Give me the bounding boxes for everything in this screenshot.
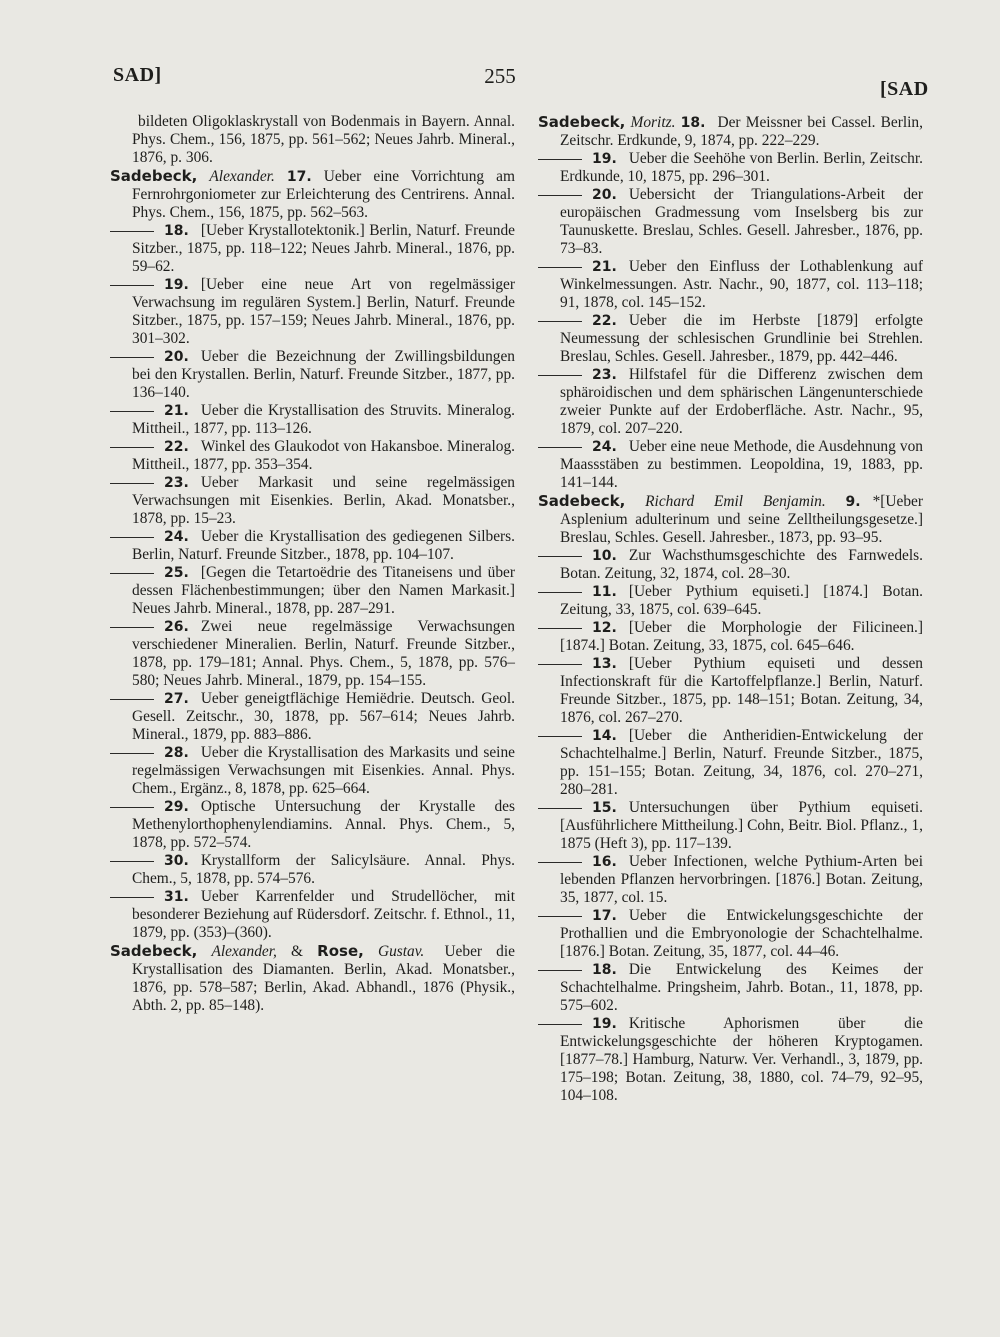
entry-title: Ueber den Einfluss der Lothablenkung auf Winkelmessungen. Astr. Nachr., 90, 1877, col. 113–118; 91, 1878, col. 145–152. <box>560 258 923 311</box>
entry-title: Untersuchungen über Pythium equiseti. [Ausführlichere Mittheilung.] Cohn, Beitr. Biol. Pflanz., 1, 1875 (Heft 3), pp. 117–139. <box>560 799 923 852</box>
ditto-dash <box>538 808 582 809</box>
entry-title: Ueber die Krystallisation des Markasits und seine regelmässigen Verwachsungen mit Eisenkies. Annal. Phys. Chem., Ergänz., 8, 1878, pp. 625–664. <box>132 744 515 797</box>
entry-number: 24. <box>164 529 189 545</box>
entry-number: 27. <box>164 691 189 707</box>
entry-number: 28. <box>164 745 189 761</box>
bibliography-entry <box>538 366 923 438</box>
right-column <box>538 113 923 1105</box>
ditto-dash <box>538 556 582 557</box>
bibliography-entry <box>110 798 515 852</box>
entry-title: Ueber Infectionen, welche Pythium-Arten bei lebenden Pflanzen hervorbringen. [1876.] Botan. Zeitung, 35, 1877, col. 15. <box>560 853 923 906</box>
entry-number: 25. <box>164 565 189 581</box>
entry-title: *[Ueber Asplenium adulterinum und seine Zelltheilungsgesetze.] Breslau, Schles. Gesell. Jahresber., 1873, pp. 93–95. <box>560 493 923 546</box>
entry-number: 16. <box>592 854 617 870</box>
entry-title: bildeten Oligoklaskrystall von Bodenmais in Bayern. Annal. Phys. Chem., 156, 1875, pp. 561–562; Neues Jahrb. Mineral., 1876, p. 306. <box>132 113 515 166</box>
ditto-dash <box>110 753 154 754</box>
bibliography-entry <box>538 186 923 258</box>
entry-number: 18. <box>164 223 189 239</box>
bibliography-entry <box>110 402 515 438</box>
ditto-dash <box>110 231 154 232</box>
entry-title: Ueber die Bezeichnung der Zwillingsbildungen bei den Krystallen. Berlin, Naturf. Freunde Sitzber., 1877, pp. 136–140. <box>132 348 515 401</box>
ditto-dash <box>538 628 582 629</box>
author-surname: Sadebeck, <box>110 167 198 185</box>
entry-title: Ueber die Entwickelungsgeschichte der Prothallien und die Embryonologie der Schachtelhalme. [1876.] Botan. Zeitung, 35, 1877, col. 44–46. <box>560 907 923 960</box>
bibliography-entry <box>538 727 923 799</box>
bibliography-entry <box>538 907 923 961</box>
entry-number: 9. <box>845 494 861 510</box>
entry-number: 18. <box>680 115 706 131</box>
ditto-dash <box>538 1024 582 1025</box>
entry-number: 19. <box>592 1016 617 1032</box>
entry-title: Ueber eine neue Methode, die Ausdehnung von Maassstäben zu bestimmen. Leopoldina, 19, 1883, pp. 141–144. <box>560 438 923 491</box>
entry-title: Ueber geneigtflächige Hemiëdrie. Deutsch. Geol. Gesell. Zeitschr., 30, 1878, pp. 567–614; Neues Jahrb. Mineral., 1879, pp. 883–886. <box>132 690 515 743</box>
entry-title: [Ueber die Morphologie der Filicineen.] [1874.] Botan. Zeitung, 33, 1875, col. 645–646. <box>560 619 923 654</box>
entry-title: Hilfstafel für die Differenz zwischen dem sphäroidischen und dem sphärischen Längenunterschiede zweier Punkte auf der Erdoberfläche. Astr. Nachr., 95, 1879, col. 207–220. <box>560 366 923 437</box>
entry-title: [Ueber Pythium equiseti und dessen Infectionskraft für die Kartoffelpflanze.] Berlin, Naturf. Freunde Sitzber., 1875, pp. 148–151; Botan. Zeitung, 34, 1876, col. 267–270. <box>560 655 923 726</box>
entry-number: 20. <box>164 349 189 365</box>
bibliography-entry <box>110 222 515 276</box>
ditto-dash <box>110 483 154 484</box>
bibliography-entry <box>538 547 923 583</box>
bibliography-entry <box>538 113 923 150</box>
bibliography-entry <box>110 276 515 348</box>
entry-title: Optische Untersuchung der Krystalle des Methenylorthophenylendiamins. Annal. Phys. Chem., 5, 1878, pp. 572–574. <box>132 798 515 851</box>
entry-number: 14. <box>592 728 617 744</box>
ditto-dash <box>110 285 154 286</box>
ditto-dash <box>538 447 582 448</box>
entry-number: 21. <box>592 259 617 275</box>
bibliography-entry <box>110 942 515 1015</box>
entry-number: 24. <box>592 439 617 455</box>
entry-number: 10. <box>592 548 617 564</box>
ditto-dash <box>110 357 154 358</box>
ditto-dash <box>538 267 582 268</box>
entry-number: 17. <box>592 908 617 924</box>
entry-title: Der Meissner bei Cassel. Berlin, Zeitschr. Erdkunde, 9, 1874, pp. 222–229. <box>560 114 923 149</box>
ditto-dash <box>110 861 154 862</box>
entry-title: [Gegen die Tetartoëdrie des Titaneisens und über dessen Flächenbestimmungen; über den Namen Markasit.] Neues Jahrb. Mineral., 1878, pp. 287–291. <box>132 564 515 617</box>
entry-title: Ueber Markasit und seine regelmässigen Verwachsungen mit Eisenkies. Berlin, Akad. Monatsber., 1878, pp. 15–23. <box>132 474 515 527</box>
running-head-right: [SAD <box>880 78 929 100</box>
entry-title: Winkel des Glaukodot von Hakansboe. Mineralog. Mittheil., 1877, pp. 353–354. <box>132 438 515 473</box>
ditto-dash <box>538 375 582 376</box>
bibliography-entry <box>538 438 923 492</box>
entry-number: 23. <box>164 475 189 491</box>
entry-number: 30. <box>164 853 189 869</box>
author-surname: Sadebeck, <box>110 942 198 960</box>
entry-title: [Ueber Pythium equiseti.] [1874.] Botan. Zeitung, 33, 1875, col. 639–645. <box>560 583 923 618</box>
ampersand: & <box>291 943 303 960</box>
bibliography-entry <box>110 474 515 528</box>
ditto-dash <box>538 970 582 971</box>
bibliography-entry <box>110 564 515 618</box>
entry-title: Ueber Karrenfelder und Strudellöcher, mit besonderer Beziehung auf Rüdersdorf. Zeitschr. f. Ethnol., 11, 1879, pp. (353)–(360). <box>132 888 515 941</box>
author-forename: Alexander. <box>209 168 275 185</box>
ditto-dash <box>538 736 582 737</box>
entry-title: Uebersicht der Triangulations-Arbeit der europäischen Gradmessung vom Inselsberg bis zur Taunuskette. Breslau, Schles. Gesell. Jahresber., 1876, pp. 73–83. <box>560 186 923 257</box>
entry-title: Die Entwickelung des Keimes der Schachtelhalme. Pringsheim, Jahrb. Botan., 11, 1878, pp. 575–602. <box>560 961 923 1014</box>
entry-number: 26. <box>164 619 189 635</box>
bibliography-entry <box>110 528 515 564</box>
entry-number: 29. <box>164 799 189 815</box>
bibliography-entry <box>538 583 923 619</box>
ditto-dash <box>110 807 154 808</box>
entry-number: 19. <box>164 277 189 293</box>
bibliography-entry <box>538 492 923 547</box>
bibliography-entry <box>110 618 515 690</box>
running-head <box>0 62 1000 102</box>
entry-number: 18. <box>592 962 617 978</box>
bibliography-entry-continuation <box>110 113 515 167</box>
bibliography-entry <box>538 150 923 186</box>
entry-title: Zur Wachsthumsgeschichte des Farnwedels. Botan. Zeitung, 32, 1874, col. 28–30. <box>560 547 923 582</box>
bibliography-entry <box>538 258 923 312</box>
entry-number: 31. <box>164 889 189 905</box>
ditto-dash <box>110 573 154 574</box>
ditto-dash <box>538 321 582 322</box>
ditto-dash <box>110 627 154 628</box>
author-surname: Sadebeck, <box>538 113 626 131</box>
running-head-left: SAD] <box>113 64 162 86</box>
bibliography-entry <box>110 348 515 402</box>
bibliography-entry <box>538 619 923 655</box>
entry-number: 23. <box>592 367 617 383</box>
ditto-dash <box>538 195 582 196</box>
author-forename: Moritz. <box>630 114 676 131</box>
ditto-dash <box>110 537 154 538</box>
entry-number: 12. <box>592 620 617 636</box>
co-author-surname: Rose, <box>317 942 364 960</box>
author-forename: Alexander, <box>211 943 277 960</box>
entry-number: 17. <box>286 169 312 185</box>
entry-title: Kritische Aphorismen über die Entwickelungsgeschichte der höheren Kryptogamen. [1877–78.] Hamburg, Naturw. Ver. Verhandl., 3, 1879, pp. 175–198; Botan. Zeitung, 38, 1880, col. 74–79, 92–95, 104–108. <box>560 1015 923 1104</box>
ditto-dash <box>538 862 582 863</box>
bibliography-entry <box>538 961 923 1015</box>
entry-number: 20. <box>592 187 617 203</box>
entry-title: Ueber die Krystallisation des Struvits. Mineralog. Mittheil., 1877, pp. 113–126. <box>132 402 515 437</box>
author-surname: Sadebeck, <box>538 492 626 510</box>
entry-number: 13. <box>592 656 617 672</box>
ditto-dash <box>110 411 154 412</box>
co-author-forename: Gustav. <box>377 943 425 960</box>
bibliography-entry <box>538 655 923 727</box>
entry-number: 11. <box>592 584 617 600</box>
bibliography-entry <box>538 853 923 907</box>
ditto-dash <box>538 664 582 665</box>
entry-number: 22. <box>164 439 189 455</box>
bibliography-entry <box>110 438 515 474</box>
entry-title: Ueber eine Vorrichtung am Fernrohrgoniometer zur Erleichterung des Centrirens. Annal. Phys. Chem., 156, 1875, pp. 562–563. <box>132 168 515 221</box>
entry-title: Krystallform der Salicylsäure. Annal. Phys. Chem., 5, 1878, pp. 574–576. <box>132 852 515 887</box>
entry-title: Ueber die Krystallisation des Diamanten. Berlin, Akad. Monatsber., 1876, pp. 578–587; Berlin, Akad. Abhandl., 1876 (Physik., Abth. 2, pp. 85–148). <box>132 943 515 1014</box>
bibliography-entry <box>110 690 515 744</box>
ditto-dash <box>110 447 154 448</box>
ditto-dash <box>538 916 582 917</box>
left-column <box>110 113 515 1015</box>
entry-title: Ueber die im Herbste [1879] erfolgte Neumessung der schlesischen Grundlinie bei Strehlen. Breslau, Schles. Gesell. Jahresber., 1879, pp. 442–446. <box>560 312 923 365</box>
bibliography-entry <box>538 799 923 853</box>
ditto-dash <box>538 592 582 593</box>
bibliography-entry <box>538 312 923 366</box>
author-forename: Richard Emil Benjamin. <box>645 493 826 510</box>
entry-title: [Ueber eine neue Art von regelmässiger Verwachsung im regulären System.] Berlin, Naturf. Freunde Sitzber., 1875, pp. 157–159; Neues Jahrb. Mineral., 1876, pp. 301–302. <box>132 276 515 347</box>
bibliography-entry <box>110 852 515 888</box>
entry-number: 21. <box>164 403 189 419</box>
entry-number: 22. <box>592 313 617 329</box>
entry-title: Ueber die Krystallisation des gediegenen Silbers. Berlin, Naturf. Freunde Sitzber., 1878, pp. 104–107. <box>132 528 515 563</box>
bibliography-entry <box>110 167 515 222</box>
entry-title: [Ueber die Antheridien-Entwickelung der Schachtelhalme.] Berlin, Naturf. Freunde Sitzber., 1875, pp. 151–155; Botan. Zeitung, 34, 1876, col. 270–271, 280–281. <box>560 727 923 798</box>
ditto-dash <box>110 897 154 898</box>
ditto-dash <box>110 699 154 700</box>
entry-title: Ueber die Seehöhe von Berlin. Berlin, Zeitschr. Erdkunde, 10, 1875, pp. 296–301. <box>560 150 923 185</box>
bibliography-entry <box>110 888 515 942</box>
entry-number: 15. <box>592 800 617 816</box>
bibliography-entry <box>110 744 515 798</box>
entry-number: 19. <box>592 151 617 167</box>
bibliography-entry <box>538 1015 923 1105</box>
entry-title: [Ueber Krystallotektonik.] Berlin, Naturf. Freunde Sitzber., 1875, pp. 118–122; Neues Jahrb. Mineral., 1876, pp. 59–62. <box>132 222 515 275</box>
entry-title: Zwei neue regelmässige Verwachsungen verschiedener Mineralien. Berlin, Naturf. Freunde Sitzber., 1878, pp. 179–181; Annal. Phys. Chem., 5, 1878, pp. 576–580; Neues Jahrb. Mineral., 1879, pp. 154–155. <box>132 618 515 689</box>
page-number: 255 <box>484 64 516 88</box>
ditto-dash <box>538 159 582 160</box>
